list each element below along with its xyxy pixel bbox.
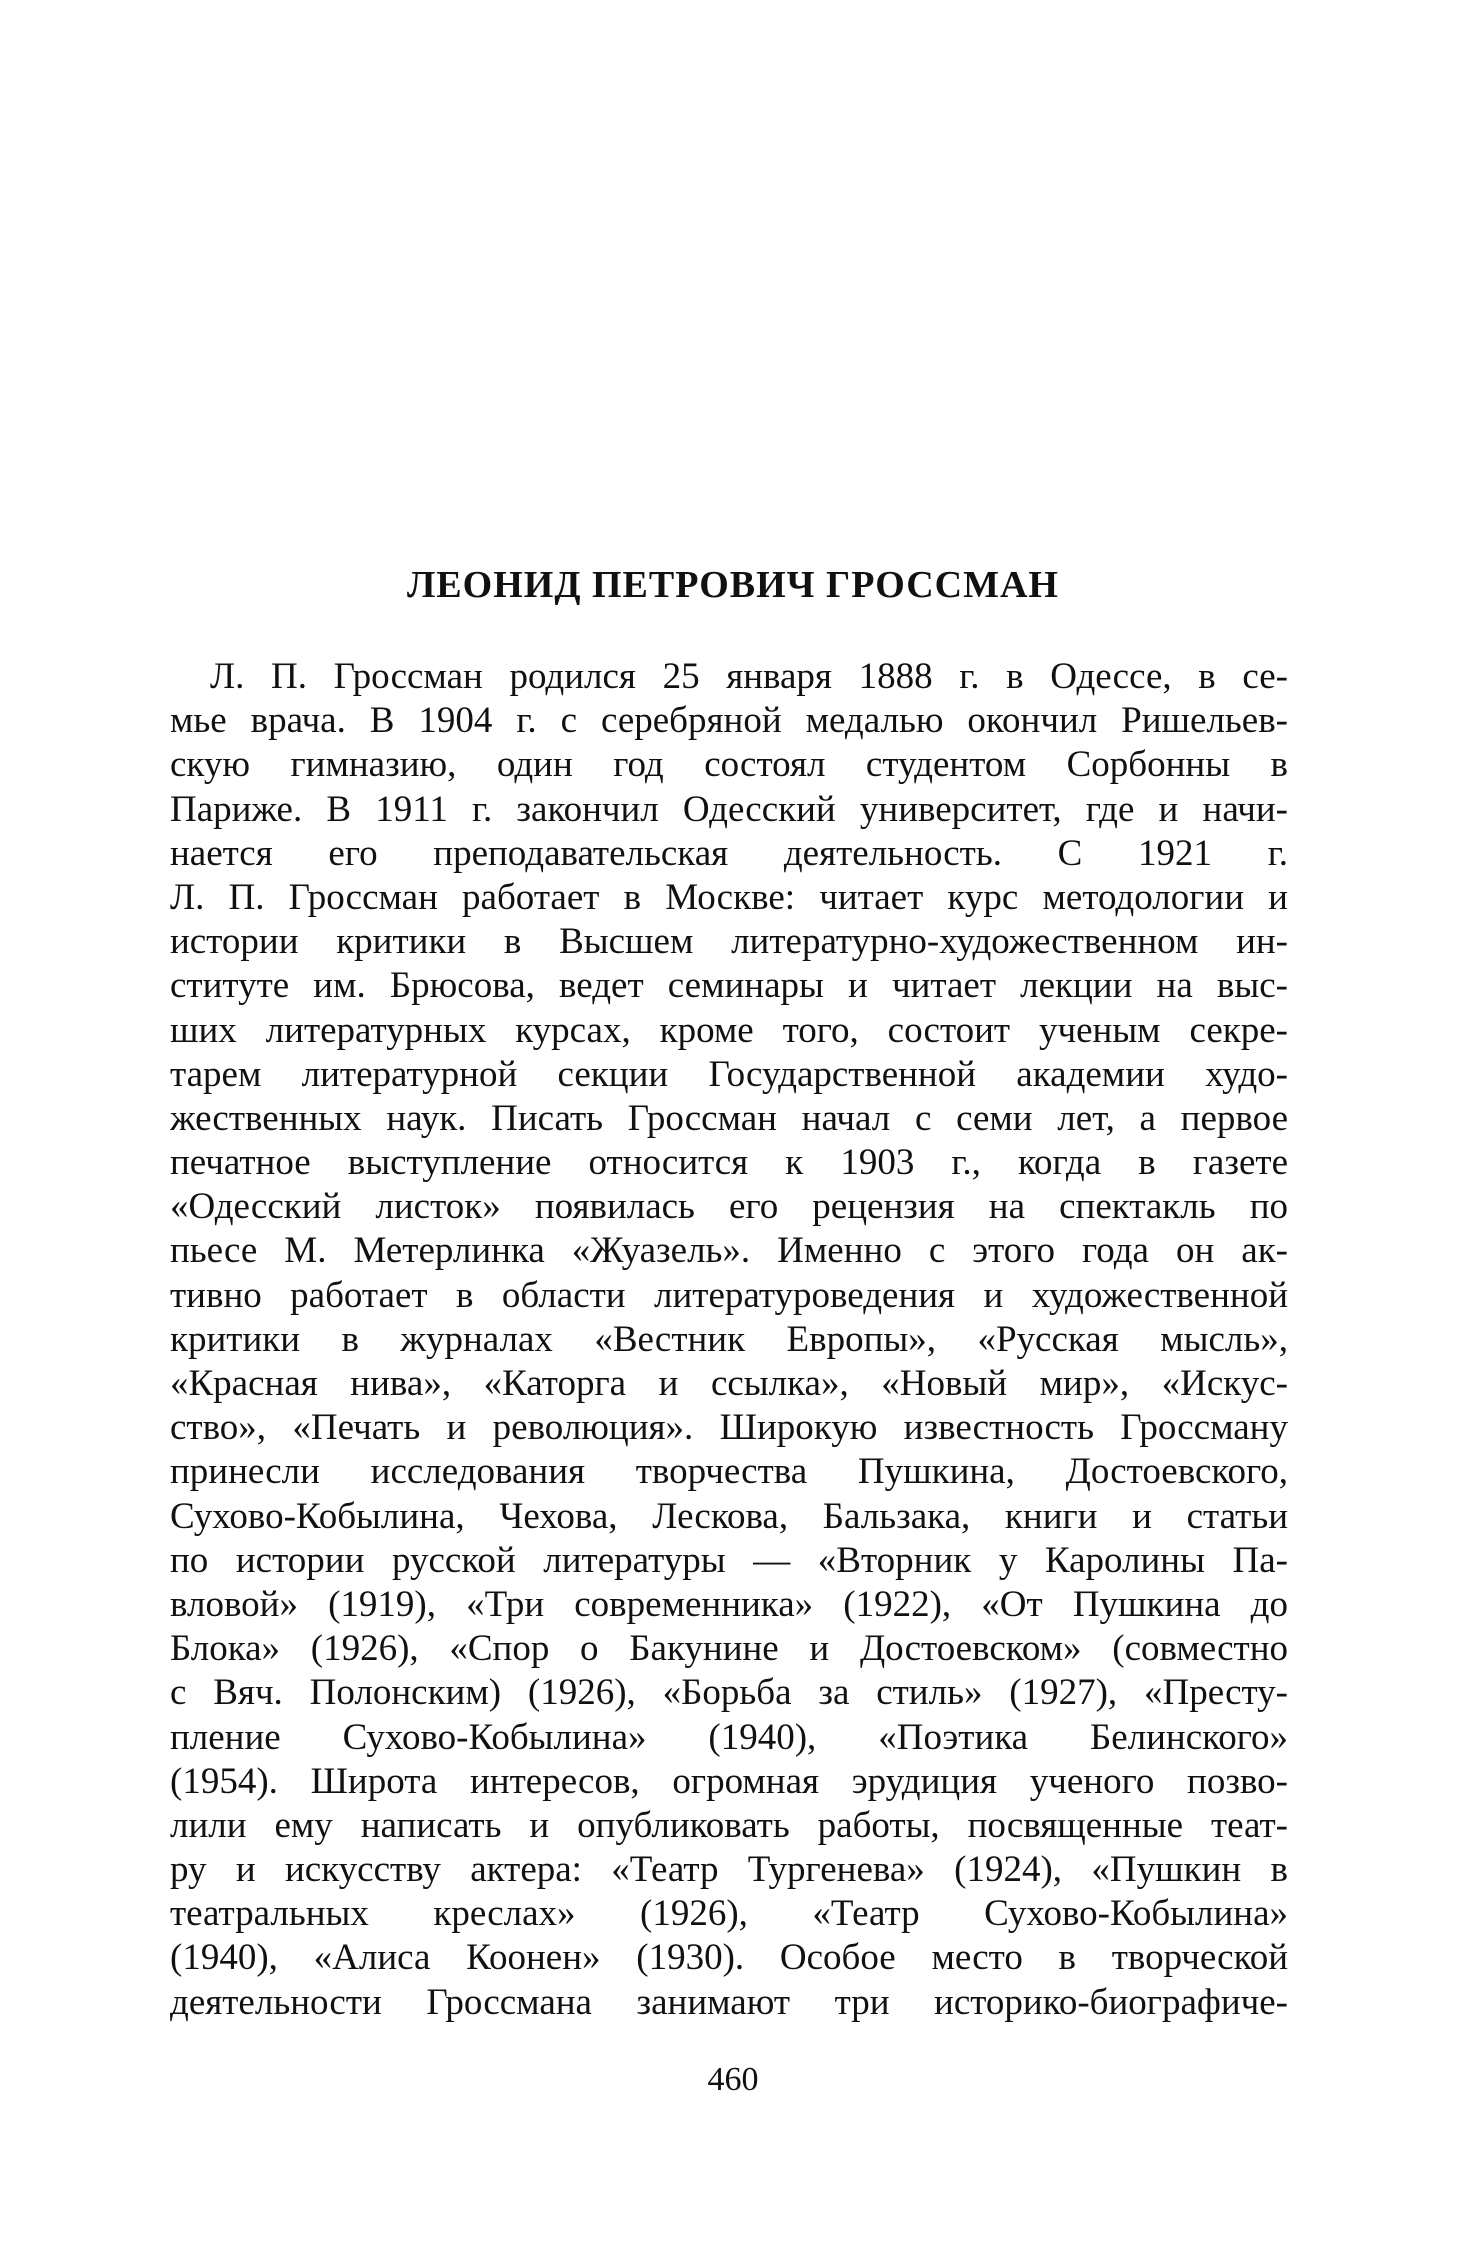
body-paragraph bbox=[170, 655, 1288, 2025]
text-line: тивно работает в области литературоведения и художественной bbox=[170, 1274, 1288, 1316]
text-line: ституте им. Брюсова, ведет семинары и читает лекции на выс- bbox=[170, 965, 1288, 1007]
text-line: жественных наук. Писать Гроссман начал с семи лет, а первое bbox=[170, 1097, 1288, 1139]
text-line: ру и искусству актера: «Театр Тургенева» (1924), «Пушкин в bbox=[170, 1849, 1288, 1891]
text-line: ство», «Печать и революция». Широкую известность Гроссману bbox=[170, 1407, 1288, 1449]
text-line: с Вяч. Полонским) (1926), «Борьба за стиль» (1927), «Престу- bbox=[170, 1672, 1288, 1714]
text-line: «Одесский листок» появилась его рецензия на спектакль по bbox=[170, 1186, 1288, 1228]
text-line: Л. П. Гроссман работает в Москве: читает курс методологии и bbox=[170, 876, 1288, 918]
text-line: скую гимназию, один год состоял студентом Сорбонны в bbox=[170, 744, 1288, 786]
text-line: лили ему написать и опубликовать работы, посвященные теат- bbox=[170, 1804, 1288, 1846]
text-line: Л. П. Гроссман родился 25 января 1888 г. в Одессе, в се- bbox=[210, 656, 1288, 697]
text-line: мье врача. В 1904 г. с серебряной медалью окончил Ришельев- bbox=[170, 700, 1288, 742]
text-line: Сухово-Кобылина, Чехова, Лескова, Бальзака, книги и статьи bbox=[170, 1495, 1288, 1537]
text-line: истории критики в Высшем литературно-художественном ин- bbox=[170, 921, 1288, 963]
text-line: Блока» (1926), «Спор о Бакунине и Достоевском» (совместно bbox=[170, 1628, 1288, 1670]
text-line: нается его преподавательская деятельность. С 1921 г. bbox=[170, 832, 1288, 874]
text-line: пление Сухово-Кобылина» (1940), «Поэтика Белинского» bbox=[170, 1716, 1288, 1758]
text-line: критики в журналах «Вестник Европы», «Русская мысль», bbox=[170, 1318, 1288, 1360]
text-line: театральных креслах» (1926), «Театр Сухово-Кобылина» bbox=[170, 1893, 1288, 1935]
text-line: Париже. В 1911 г. закончил Одесский университет, где и начи- bbox=[170, 788, 1288, 830]
text-line: по истории русской литературы — «Вторник у Каролины Па- bbox=[170, 1539, 1288, 1581]
text-line: (1940), «Алиса Коонен» (1930). Особое место в творческой bbox=[170, 1937, 1288, 1979]
text-line: ших литературных курсах, кроме того, состоит ученым секре- bbox=[170, 1009, 1288, 1051]
text-line: «Красная нива», «Каторга и ссылка», «Новый мир», «Искус- bbox=[170, 1363, 1288, 1404]
text-line: пьесе М. Метерлинка «Жуазель». Именно с этого года он ак- bbox=[170, 1230, 1288, 1272]
text-line: тарем литературной секции Государственной академии худо- bbox=[170, 1053, 1288, 1095]
text-line: печатное выступление относится к 1903 г., когда в газете bbox=[170, 1142, 1288, 1184]
text-line: принесли исследования творчества Пушкина, Достоевского, bbox=[170, 1451, 1288, 1493]
page-number: 460 bbox=[707, 2061, 759, 2098]
chapter-title: ЛЕОНИД ПЕТРОВИЧ ГРОССМАН bbox=[406, 564, 1059, 606]
text-line: вловой» (1919), «Три современника» (1922), «От Пушкина до bbox=[170, 1583, 1288, 1625]
text-line: деятельности Гроссмана занимают три историко-биографиче- bbox=[170, 1981, 1288, 2023]
text-line: (1954). Широта интересов, огромная эрудиция ученого позво- bbox=[170, 1760, 1288, 1802]
